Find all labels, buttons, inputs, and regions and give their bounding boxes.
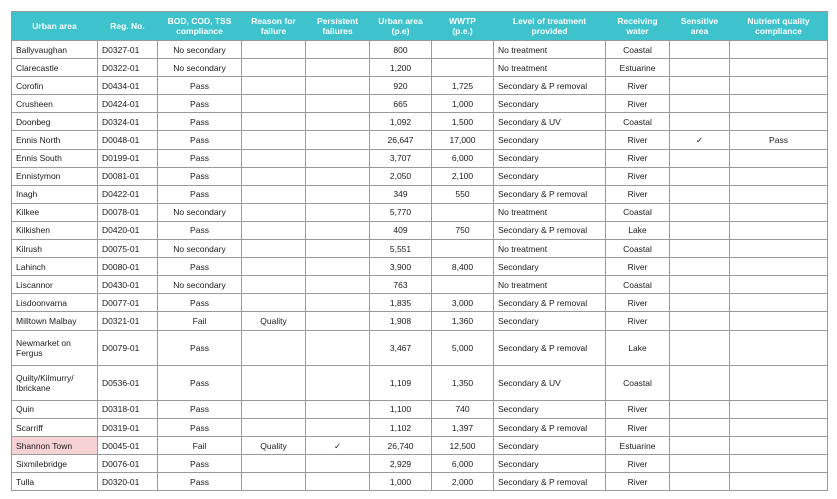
urban-area-pe-cell: 3,707 xyxy=(370,149,432,167)
treatment-level-cell: Secondary xyxy=(494,437,606,455)
receiving-water-cell: Estuarine xyxy=(606,437,670,455)
reason-cell xyxy=(242,131,306,149)
receiving-water-cell: River xyxy=(606,167,670,185)
compliance-cell: Pass xyxy=(158,95,242,113)
col-nutrient-quality-compliance-header: Nutrient quality compliance xyxy=(730,12,828,41)
reg-no-cell: D0318-01 xyxy=(98,400,158,418)
persistent-failure-cell xyxy=(306,276,370,294)
urban-area-pe-cell: 26,647 xyxy=(370,131,432,149)
reg-no-cell: D0048-01 xyxy=(98,131,158,149)
nutrient-compliance-cell xyxy=(730,330,828,365)
persistent-failure-cell xyxy=(306,59,370,77)
table-row xyxy=(12,41,828,59)
persistent-failure-cell xyxy=(306,149,370,167)
sensitive-area-cell xyxy=(670,400,730,418)
wwtp-pe-cell: 3,000 xyxy=(432,294,494,312)
sensitive-area-cell xyxy=(670,95,730,113)
col-persistent-failures-header: Persistent failures xyxy=(306,12,370,41)
receiving-water-cell: River xyxy=(606,312,670,330)
receiving-water-cell: Lake xyxy=(606,221,670,239)
table-row xyxy=(12,149,828,167)
reason-cell xyxy=(242,77,306,95)
receiving-water-cell: River xyxy=(606,418,670,436)
urban-area-cell: Milltown Malbay xyxy=(12,312,98,330)
wastewater-compliance-table xyxy=(11,11,828,491)
urban-area-cell: Tulla xyxy=(12,473,98,491)
treatment-level-cell: No treatment xyxy=(494,203,606,221)
treatment-level-cell: Secondary & P removal xyxy=(494,185,606,203)
urban-area-cell: Kilrush xyxy=(12,240,98,258)
receiving-water-cell: River xyxy=(606,131,670,149)
sensitive-area-cell xyxy=(670,473,730,491)
sensitive-area-cell xyxy=(670,276,730,294)
persistent-failure-cell xyxy=(306,400,370,418)
treatment-level-cell: No treatment xyxy=(494,276,606,294)
persistent-failure-cell xyxy=(306,95,370,113)
wwtp-pe-cell xyxy=(432,240,494,258)
urban-area-pe-cell: 5,770 xyxy=(370,203,432,221)
sensitive-area-cell xyxy=(670,185,730,203)
nutrient-compliance-cell xyxy=(730,167,828,185)
urban-area-pe-cell: 1,102 xyxy=(370,418,432,436)
reg-no-cell: D0536-01 xyxy=(98,365,158,400)
compliance-cell: Pass xyxy=(158,167,242,185)
sensitive-area-cell: ✓ xyxy=(670,131,730,149)
urban-area-pe-cell: 800 xyxy=(370,41,432,59)
treatment-level-cell: Secondary & P removal xyxy=(494,294,606,312)
treatment-level-cell: Secondary & P removal xyxy=(494,418,606,436)
treatment-level-cell: Secondary xyxy=(494,258,606,276)
wwtp-pe-cell: 1,350 xyxy=(432,365,494,400)
sensitive-area-cell xyxy=(670,77,730,95)
wwtp-pe-cell xyxy=(432,203,494,221)
persistent-failure-cell xyxy=(306,185,370,203)
sensitive-area-cell xyxy=(670,240,730,258)
urban-area-pe-cell: 3,900 xyxy=(370,258,432,276)
treatment-level-cell: No treatment xyxy=(494,240,606,258)
nutrient-compliance-cell xyxy=(730,312,828,330)
urban-area-pe-cell: 2,050 xyxy=(370,167,432,185)
table-container xyxy=(11,11,828,491)
col-reason-for-failure-header: Reason for failure xyxy=(242,12,306,41)
persistent-failure-cell xyxy=(306,312,370,330)
urban-area-cell: Crusheen xyxy=(12,95,98,113)
sensitive-area-cell xyxy=(670,41,730,59)
table-row xyxy=(12,473,828,491)
reason-cell: Quality xyxy=(242,437,306,455)
reason-cell xyxy=(242,221,306,239)
sensitive-area-cell xyxy=(670,437,730,455)
table-row xyxy=(12,185,828,203)
reg-no-cell: D0320-01 xyxy=(98,473,158,491)
reg-no-cell: D0321-01 xyxy=(98,312,158,330)
sensitive-area-cell xyxy=(670,365,730,400)
treatment-level-cell: Secondary xyxy=(494,95,606,113)
treatment-level-cell: Secondary & P removal xyxy=(494,77,606,95)
treatment-level-cell: Secondary & P removal xyxy=(494,330,606,365)
wwtp-pe-cell: 1,397 xyxy=(432,418,494,436)
nutrient-compliance-cell xyxy=(730,455,828,473)
compliance-cell: Pass xyxy=(158,258,242,276)
treatment-level-cell: Secondary & UV xyxy=(494,365,606,400)
sensitive-area-cell xyxy=(670,312,730,330)
urban-area-cell: Sixmilebridge xyxy=(12,455,98,473)
wwtp-pe-cell: 2,000 xyxy=(432,473,494,491)
persistent-failure-cell xyxy=(306,113,370,131)
reason-cell xyxy=(242,418,306,436)
urban-area-pe-cell: 665 xyxy=(370,95,432,113)
wwtp-pe-cell: 740 xyxy=(432,400,494,418)
nutrient-compliance-cell xyxy=(730,203,828,221)
reg-no-cell: D0079-01 xyxy=(98,330,158,365)
urban-area-cell: Kilkee xyxy=(12,203,98,221)
sensitive-area-cell xyxy=(670,455,730,473)
table-row xyxy=(12,437,828,455)
compliance-cell: Pass xyxy=(158,473,242,491)
receiving-water-cell: Estuarine xyxy=(606,59,670,77)
receiving-water-cell: Coastal xyxy=(606,276,670,294)
compliance-cell: No secondary xyxy=(158,59,242,77)
urban-area-cell: Corofin xyxy=(12,77,98,95)
reason-cell xyxy=(242,455,306,473)
urban-area-cell: Quin xyxy=(12,400,98,418)
compliance-cell: No secondary xyxy=(158,240,242,258)
receiving-water-cell: Lake xyxy=(606,330,670,365)
persistent-failure-cell xyxy=(306,240,370,258)
table-row xyxy=(12,113,828,131)
compliance-cell: Pass xyxy=(158,365,242,400)
urban-area-pe-cell: 920 xyxy=(370,77,432,95)
urban-area-pe-cell: 2,929 xyxy=(370,455,432,473)
wwtp-pe-cell: 1,725 xyxy=(432,77,494,95)
urban-area-pe-cell: 1,200 xyxy=(370,59,432,77)
nutrient-compliance-cell xyxy=(730,59,828,77)
treatment-level-cell: Secondary xyxy=(494,312,606,330)
urban-area-cell: Kilkishen xyxy=(12,221,98,239)
compliance-cell: No secondary xyxy=(158,203,242,221)
receiving-water-cell: River xyxy=(606,95,670,113)
col-level-of-treatment-header: Level of treatment provided xyxy=(494,12,606,41)
urban-area-cell: Inagh xyxy=(12,185,98,203)
reg-no-cell: D0430-01 xyxy=(98,276,158,294)
persistent-failure-cell xyxy=(306,473,370,491)
receiving-water-cell: River xyxy=(606,149,670,167)
receiving-water-cell: Coastal xyxy=(606,240,670,258)
reason-cell xyxy=(242,113,306,131)
urban-area-pe-cell: 26,740 xyxy=(370,437,432,455)
persistent-failure-cell: ✓ xyxy=(306,437,370,455)
treatment-level-cell: Secondary xyxy=(494,455,606,473)
persistent-failure-cell xyxy=(306,330,370,365)
sensitive-area-cell xyxy=(670,149,730,167)
nutrient-compliance-cell xyxy=(730,149,828,167)
compliance-cell: Pass xyxy=(158,113,242,131)
treatment-level-cell: Secondary xyxy=(494,149,606,167)
reason-cell xyxy=(242,185,306,203)
urban-area-cell: Liscannor xyxy=(12,276,98,294)
sensitive-area-cell xyxy=(670,418,730,436)
wwtp-pe-cell: 8,400 xyxy=(432,258,494,276)
reason-cell xyxy=(242,203,306,221)
sensitive-area-cell xyxy=(670,167,730,185)
wwtp-pe-cell: 5,000 xyxy=(432,330,494,365)
compliance-cell: Fail xyxy=(158,437,242,455)
nutrient-compliance-cell xyxy=(730,294,828,312)
table-row xyxy=(12,258,828,276)
urban-area-pe-cell: 1,100 xyxy=(370,400,432,418)
table-header-row xyxy=(12,12,828,41)
nutrient-compliance-cell xyxy=(730,418,828,436)
compliance-cell: Pass xyxy=(158,221,242,239)
table-row xyxy=(12,59,828,77)
receiving-water-cell: River xyxy=(606,473,670,491)
receiving-water-cell: Coastal xyxy=(606,41,670,59)
urban-area-cell: Ennistymon xyxy=(12,167,98,185)
wwtp-pe-cell: 12,500 xyxy=(432,437,494,455)
table-row xyxy=(12,365,828,400)
nutrient-compliance-cell xyxy=(730,221,828,239)
sensitive-area-cell xyxy=(670,203,730,221)
compliance-cell: Pass xyxy=(158,418,242,436)
nutrient-compliance-cell xyxy=(730,41,828,59)
wwtp-pe-cell: 750 xyxy=(432,221,494,239)
table-body xyxy=(12,41,828,491)
reg-no-cell: D0420-01 xyxy=(98,221,158,239)
urban-area-cell: Quilty/Kilmurry/ Ibrickane xyxy=(12,365,98,400)
table-row xyxy=(12,77,828,95)
compliance-cell: Pass xyxy=(158,400,242,418)
sensitive-area-cell xyxy=(670,221,730,239)
table-row xyxy=(12,330,828,365)
persistent-failure-cell xyxy=(306,203,370,221)
wwtp-pe-cell: 2,100 xyxy=(432,167,494,185)
table-row xyxy=(12,312,828,330)
reason-cell xyxy=(242,95,306,113)
urban-area-cell: Lisdoonvarna xyxy=(12,294,98,312)
nutrient-compliance-cell xyxy=(730,437,828,455)
wwtp-pe-cell: 1,000 xyxy=(432,95,494,113)
treatment-level-cell: Secondary & P removal xyxy=(494,221,606,239)
table-row xyxy=(12,167,828,185)
table-row xyxy=(12,455,828,473)
persistent-failure-cell xyxy=(306,294,370,312)
urban-area-pe-cell: 5,551 xyxy=(370,240,432,258)
compliance-cell: No secondary xyxy=(158,276,242,294)
urban-area-pe-cell: 1,109 xyxy=(370,365,432,400)
treatment-level-cell: No treatment xyxy=(494,59,606,77)
col-receiving-water-header: Receiving water xyxy=(606,12,670,41)
nutrient-compliance-cell xyxy=(730,258,828,276)
receiving-water-cell: River xyxy=(606,185,670,203)
urban-area-pe-cell: 349 xyxy=(370,185,432,203)
reg-no-cell: D0322-01 xyxy=(98,59,158,77)
compliance-cell: Pass xyxy=(158,131,242,149)
nutrient-compliance-cell xyxy=(730,276,828,294)
wwtp-pe-cell: 6,000 xyxy=(432,149,494,167)
persistent-failure-cell xyxy=(306,418,370,436)
wwtp-pe-cell: 550 xyxy=(432,185,494,203)
reg-no-cell: D0080-01 xyxy=(98,258,158,276)
compliance-cell: Fail xyxy=(158,312,242,330)
urban-area-pe-cell: 1,835 xyxy=(370,294,432,312)
nutrient-compliance-cell xyxy=(730,365,828,400)
reg-no-cell: D0422-01 xyxy=(98,185,158,203)
reg-no-cell: D0434-01 xyxy=(98,77,158,95)
urban-area-pe-cell: 409 xyxy=(370,221,432,239)
receiving-water-cell: Coastal xyxy=(606,365,670,400)
wwtp-pe-cell: 1,360 xyxy=(432,312,494,330)
sensitive-area-cell xyxy=(670,258,730,276)
compliance-cell: Pass xyxy=(158,294,242,312)
sensitive-area-cell xyxy=(670,113,730,131)
reason-cell xyxy=(242,258,306,276)
persistent-failure-cell xyxy=(306,167,370,185)
receiving-water-cell: River xyxy=(606,77,670,95)
compliance-cell: Pass xyxy=(158,185,242,203)
reg-no-cell: D0319-01 xyxy=(98,418,158,436)
nutrient-compliance-cell xyxy=(730,113,828,131)
col-urban-area-header: Urban area xyxy=(12,12,98,41)
nutrient-compliance-cell xyxy=(730,473,828,491)
nutrient-compliance-cell xyxy=(730,185,828,203)
urban-area-cell: Newmarket on Fergus xyxy=(12,330,98,365)
urban-area-pe-cell: 1,000 xyxy=(370,473,432,491)
urban-area-cell: Lahinch xyxy=(12,258,98,276)
sensitive-area-cell xyxy=(670,59,730,77)
reason-cell xyxy=(242,276,306,294)
reason-cell xyxy=(242,59,306,77)
reg-no-cell: D0077-01 xyxy=(98,294,158,312)
treatment-level-cell: No treatment xyxy=(494,41,606,59)
persistent-failure-cell xyxy=(306,77,370,95)
receiving-water-cell: River xyxy=(606,294,670,312)
urban-area-pe-cell: 1,092 xyxy=(370,113,432,131)
reg-no-cell: D0424-01 xyxy=(98,95,158,113)
table-row xyxy=(12,240,828,258)
reason-cell xyxy=(242,149,306,167)
reason-cell xyxy=(242,473,306,491)
urban-area-pe-cell: 1,908 xyxy=(370,312,432,330)
treatment-level-cell: Secondary xyxy=(494,400,606,418)
reg-no-cell: D0081-01 xyxy=(98,167,158,185)
persistent-failure-cell xyxy=(306,131,370,149)
reason-cell xyxy=(242,330,306,365)
table-row xyxy=(12,294,828,312)
reason-cell xyxy=(242,400,306,418)
reason-cell xyxy=(242,365,306,400)
treatment-level-cell: Secondary xyxy=(494,131,606,149)
reg-no-cell: D0045-01 xyxy=(98,437,158,455)
sensitive-area-cell xyxy=(670,330,730,365)
wwtp-pe-cell: 1,500 xyxy=(432,113,494,131)
receiving-water-cell: River xyxy=(606,258,670,276)
urban-area-cell: Ballyvaughan xyxy=(12,41,98,59)
reason-cell xyxy=(242,167,306,185)
table-row xyxy=(12,400,828,418)
receiving-water-cell: River xyxy=(606,400,670,418)
reg-no-cell: D0324-01 xyxy=(98,113,158,131)
reason-cell xyxy=(242,294,306,312)
treatment-level-cell: Secondary & UV xyxy=(494,113,606,131)
urban-area-cell: Shannon Town xyxy=(12,437,98,455)
wwtp-pe-cell xyxy=(432,276,494,294)
urban-area-cell: Doonbeg xyxy=(12,113,98,131)
wwtp-pe-cell: 17,000 xyxy=(432,131,494,149)
nutrient-compliance-cell xyxy=(730,77,828,95)
urban-area-cell: Ennis South xyxy=(12,149,98,167)
compliance-cell: No secondary xyxy=(158,41,242,59)
reason-cell xyxy=(242,41,306,59)
nutrient-compliance-cell xyxy=(730,95,828,113)
col-wwtp-pe-header: WWTP (p.e.) xyxy=(432,12,494,41)
reg-no-cell: D0078-01 xyxy=(98,203,158,221)
compliance-cell: Pass xyxy=(158,149,242,167)
urban-area-pe-cell: 763 xyxy=(370,276,432,294)
table-row xyxy=(12,131,828,149)
receiving-water-cell: River xyxy=(606,455,670,473)
receiving-water-cell: Coastal xyxy=(606,113,670,131)
urban-area-cell: Clarecastle xyxy=(12,59,98,77)
compliance-cell: Pass xyxy=(158,330,242,365)
urban-area-pe-cell: 3,467 xyxy=(370,330,432,365)
persistent-failure-cell xyxy=(306,455,370,473)
col-sensitive-area-header: Sensitive area xyxy=(670,12,730,41)
urban-area-cell: Ennis North xyxy=(12,131,98,149)
wwtp-pe-cell: 6,000 xyxy=(432,455,494,473)
reg-no-cell: D0327-01 xyxy=(98,41,158,59)
persistent-failure-cell xyxy=(306,258,370,276)
wwtp-pe-cell xyxy=(432,59,494,77)
persistent-failure-cell xyxy=(306,365,370,400)
nutrient-compliance-cell: Pass xyxy=(730,131,828,149)
treatment-level-cell: Secondary xyxy=(494,167,606,185)
compliance-cell: Pass xyxy=(158,455,242,473)
col-urban-area-pe-header: Urban area (p.e) xyxy=(370,12,432,41)
table-row xyxy=(12,203,828,221)
reg-no-cell: D0076-01 xyxy=(98,455,158,473)
table-row xyxy=(12,95,828,113)
reg-no-cell: D0075-01 xyxy=(98,240,158,258)
wwtp-pe-cell xyxy=(432,41,494,59)
table-row xyxy=(12,221,828,239)
reason-cell: Quality xyxy=(242,312,306,330)
nutrient-compliance-cell xyxy=(730,400,828,418)
reason-cell xyxy=(242,240,306,258)
sensitive-area-cell xyxy=(670,294,730,312)
table-row xyxy=(12,418,828,436)
col-reg-no-header: Reg. No. xyxy=(98,12,158,41)
treatment-level-cell: Secondary & P removal xyxy=(494,473,606,491)
persistent-failure-cell xyxy=(306,41,370,59)
persistent-failure-cell xyxy=(306,221,370,239)
col-bod-cod-tss-compliance-header: BOD, COD, TSS compliance xyxy=(158,12,242,41)
compliance-cell: Pass xyxy=(158,77,242,95)
reg-no-cell: D0199-01 xyxy=(98,149,158,167)
receiving-water-cell: Coastal xyxy=(606,203,670,221)
table-row xyxy=(12,276,828,294)
nutrient-compliance-cell xyxy=(730,240,828,258)
urban-area-cell: Scarriff xyxy=(12,418,98,436)
